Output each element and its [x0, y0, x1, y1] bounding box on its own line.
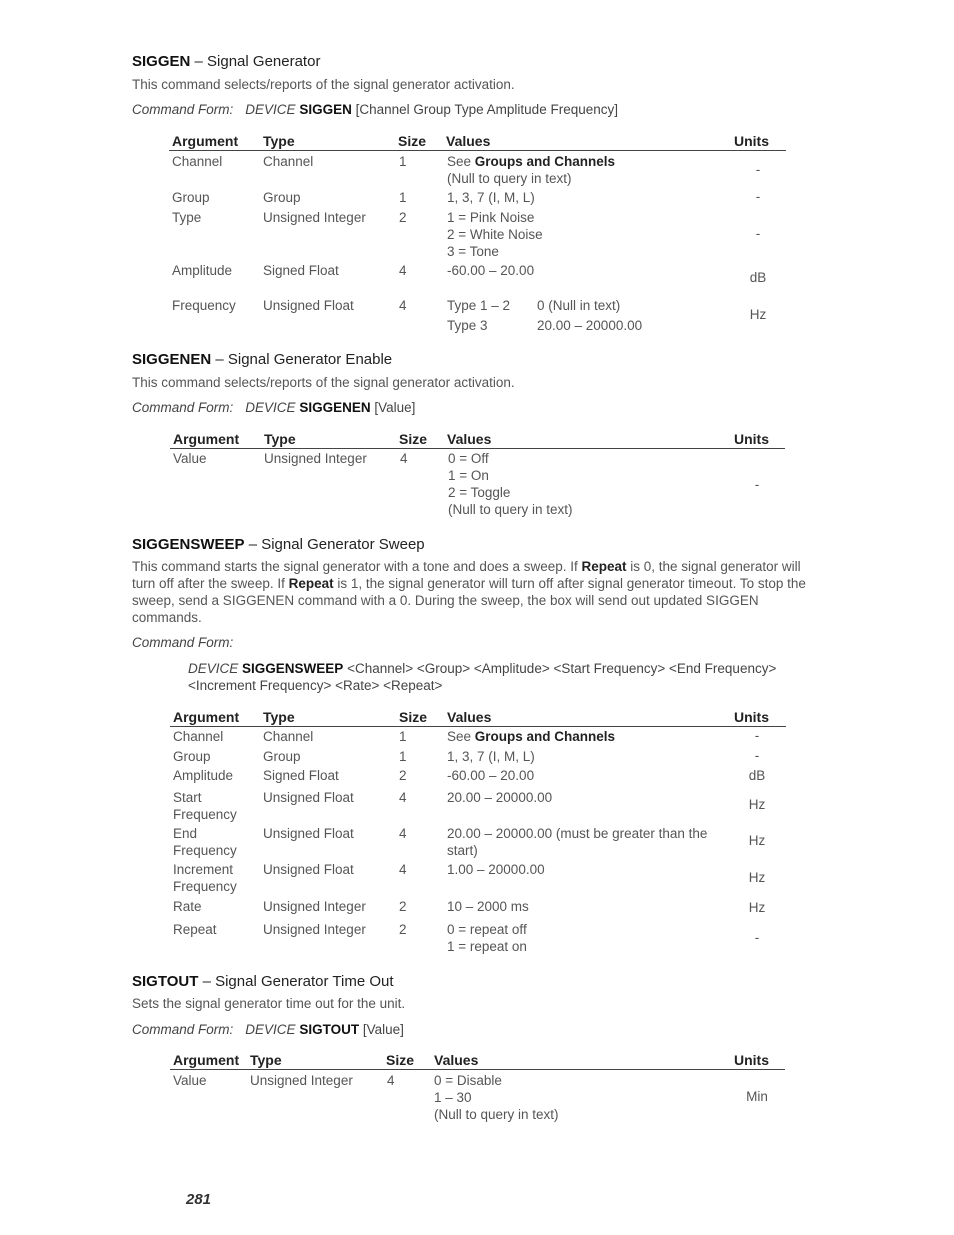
- cell-values-line3: 2 = Toggle: [448, 485, 511, 500]
- siggenen-description: This command selects/reports of the signal generator activation.: [132, 375, 515, 390]
- cell-size: 1: [399, 190, 407, 205]
- sigtout-title: SIGTOUT – Signal Generator Time Out: [132, 973, 394, 990]
- cell-size: 4: [399, 298, 407, 313]
- cell-values: 10 – 2000 ms: [447, 899, 529, 914]
- cell-type: Signed Float: [263, 768, 339, 783]
- cell-values: 20.00 – 20000.00 (must be greater than the: [447, 826, 708, 841]
- cell-argument: Increment: [173, 862, 234, 877]
- cell-values-detail-line2: 20.00 – 20000.00: [537, 318, 643, 333]
- siggensweep-description: This command starts the signal generator with a tone and does a sweep. If Repeat is 0, the signal generator will turn off after the sweep. If Repeat is 1, the signal generator will turn off after signal generator timeout. To stop the sweep, send a SIGGENEN command with a 0. During the sweep, the box will send out updated SIGGEN commands.: [132, 559, 806, 625]
- cell-values: 0 = Off: [448, 451, 489, 466]
- cell-type: Channel: [263, 729, 314, 744]
- cell-values-line2: 2 = White Noise: [447, 227, 543, 242]
- siggensweep-command-form: DEVICE SIGGENSWEEP <Channel> <Group> <Amplitude> <Start Frequency> <End Frequency>: [188, 661, 777, 676]
- cell-units: -: [754, 930, 760, 945]
- siggensweep-command-form-label: Command Form:: [132, 635, 234, 650]
- cell-type: Signed Float: [263, 263, 339, 278]
- siggen-description: This command selects/reports of the signal generator activation.: [132, 77, 515, 92]
- header-values: Values: [446, 133, 491, 149]
- cell-values: 1, 3, 7 (I, M, L): [447, 749, 535, 764]
- cell-values: See Groups and Channels: [447, 154, 616, 169]
- header-units: Units: [734, 431, 769, 447]
- cell-units: -: [755, 189, 761, 204]
- cell-size: 4: [399, 862, 407, 877]
- header-size: Size: [399, 709, 428, 725]
- cell-type: Group: [263, 190, 301, 205]
- cell-values-line3: 3 = Tone: [447, 244, 499, 259]
- header-units: Units: [734, 1052, 769, 1068]
- header-type: Type: [263, 709, 295, 725]
- cell-values: -60.00 – 20.00: [447, 768, 535, 783]
- cell-argument: Group: [172, 190, 210, 205]
- cell-type: Unsigned Integer: [250, 1073, 353, 1088]
- siggen-command-form: Command Form: DEVICE SIGGEN [Channel Group Type Amplitude Frequency]: [132, 102, 618, 117]
- cell-argument: Rate: [173, 899, 202, 914]
- header-argument: Argument: [173, 709, 240, 725]
- cell-type: Unsigned Integer: [263, 922, 366, 937]
- cell-size: 4: [399, 790, 407, 805]
- header-rule: [169, 150, 786, 151]
- siggensweep-title: SIGGENSWEEP – Signal Generator Sweep: [132, 536, 425, 553]
- cell-type: Unsigned Float: [263, 826, 354, 841]
- header-values: Values: [447, 431, 492, 447]
- cell-units: dB: [748, 768, 766, 783]
- header-rule: [170, 726, 786, 727]
- cell-type: Channel: [263, 154, 314, 169]
- cell-size: 4: [400, 451, 408, 466]
- cell-units: Hz: [749, 307, 767, 322]
- cell-units: dB: [749, 270, 767, 285]
- cell-values: 1, 3, 7 (I, M, L): [447, 190, 535, 205]
- header-size: Size: [398, 133, 427, 149]
- header-type: Type: [264, 431, 296, 447]
- header-size: Size: [399, 431, 428, 447]
- cell-type: Group: [263, 749, 301, 764]
- header-values: Values: [447, 709, 492, 725]
- cell-argument: Channel: [172, 154, 223, 169]
- sigtout-description: Sets the signal generator time out for the unit.: [132, 996, 406, 1011]
- header-rule: [170, 1069, 785, 1070]
- cell-argument: Start: [173, 790, 202, 805]
- cell-values-line2: 1 – 30: [434, 1090, 472, 1105]
- cell-size: 2: [399, 899, 407, 914]
- cell-size: 4: [399, 263, 407, 278]
- cell-units: Hz: [748, 870, 766, 885]
- cell-argument: Amplitude: [173, 768, 234, 783]
- cell-units: Hz: [748, 797, 766, 812]
- header-values: Values: [434, 1052, 479, 1068]
- cell-argument: End: [173, 826, 198, 841]
- cell-units: Min: [746, 1089, 768, 1104]
- cell-size: 4: [387, 1073, 395, 1088]
- header-units: Units: [734, 133, 769, 149]
- header-units: Units: [734, 709, 769, 725]
- cell-argument: Value: [173, 451, 207, 466]
- header-rule: [170, 448, 785, 449]
- cell-units: -: [754, 748, 760, 763]
- cell-values-line2: Type 3: [447, 318, 488, 333]
- cell-argument-line2: Frequency: [173, 879, 237, 894]
- cell-size: 1: [399, 729, 407, 744]
- cell-values: 20.00 – 20000.00: [447, 790, 553, 805]
- cell-values-line2: start): [447, 843, 478, 858]
- cell-argument: Frequency: [172, 298, 236, 313]
- cell-argument: Value: [173, 1073, 207, 1088]
- header-size: Size: [386, 1052, 415, 1068]
- cell-size: 2: [399, 768, 407, 783]
- header-argument: Argument: [173, 1052, 240, 1068]
- cell-values: 0 = repeat off: [447, 922, 527, 937]
- cell-argument: Type: [172, 210, 202, 225]
- cell-argument-line2: Frequency: [173, 807, 237, 822]
- cell-type: Unsigned Integer: [263, 210, 366, 225]
- cell-type: Unsigned Integer: [263, 899, 366, 914]
- cell-argument: Group: [173, 749, 211, 764]
- cell-argument: Channel: [173, 729, 224, 744]
- cell-values: 0 = Disable: [434, 1073, 502, 1088]
- cell-values: 1.00 – 20000.00: [447, 862, 545, 877]
- cell-argument-line2: Frequency: [173, 843, 237, 858]
- siggenen-command-form: Command Form: DEVICE SIGGENEN [Value]: [132, 400, 416, 415]
- cell-values-line3: (Null to query in text): [434, 1107, 559, 1122]
- sigtout-command-form: Command Form: DEVICE SIGTOUT [Value]: [132, 1022, 404, 1037]
- cell-units: -: [754, 728, 760, 743]
- cell-size: 2: [399, 922, 407, 937]
- cell-values-line2: (Null to query in text): [447, 171, 572, 186]
- siggensweep-command-form-line2: <Increment Frequency> <Rate> <Repeat>: [188, 678, 443, 693]
- cell-argument: Amplitude: [172, 263, 233, 278]
- cell-type: Unsigned Float: [263, 298, 354, 313]
- cell-size: 4: [399, 826, 407, 841]
- cell-units: Hz: [748, 833, 766, 848]
- cell-units: -: [755, 162, 761, 177]
- cell-units: Hz: [748, 900, 766, 915]
- cell-units: -: [754, 477, 760, 492]
- page-number: 281: [186, 1191, 212, 1208]
- cell-size: 1: [399, 154, 407, 169]
- cell-argument: Repeat: [173, 922, 217, 937]
- header-argument: Argument: [172, 133, 239, 149]
- cell-type: Unsigned Float: [263, 790, 354, 805]
- cell-values-detail: 0 (Null in text): [537, 298, 621, 313]
- siggenen-title: SIGGENEN – Signal Generator Enable: [132, 351, 393, 368]
- cell-values-line2: 1 = repeat on: [447, 939, 527, 954]
- header-type: Type: [250, 1052, 282, 1068]
- cell-values: -60.00 – 20.00: [447, 263, 535, 278]
- cell-values-line2: 1 = On: [448, 468, 489, 483]
- cell-size: 1: [399, 749, 407, 764]
- cell-size: 2: [399, 210, 407, 225]
- cell-values: See Groups and Channels: [447, 729, 616, 744]
- cell-values: Type 1 – 2: [447, 298, 511, 313]
- cell-type: Unsigned Float: [263, 862, 354, 877]
- header-argument: Argument: [173, 431, 240, 447]
- cell-type: Unsigned Integer: [264, 451, 367, 466]
- cell-values: 1 = Pink Noise: [447, 210, 535, 225]
- header-type: Type: [263, 133, 295, 149]
- cell-units: -: [755, 226, 761, 241]
- siggen-title: SIGGEN – Signal Generator: [132, 53, 321, 70]
- cell-values-line4: (Null to query in text): [448, 502, 573, 517]
